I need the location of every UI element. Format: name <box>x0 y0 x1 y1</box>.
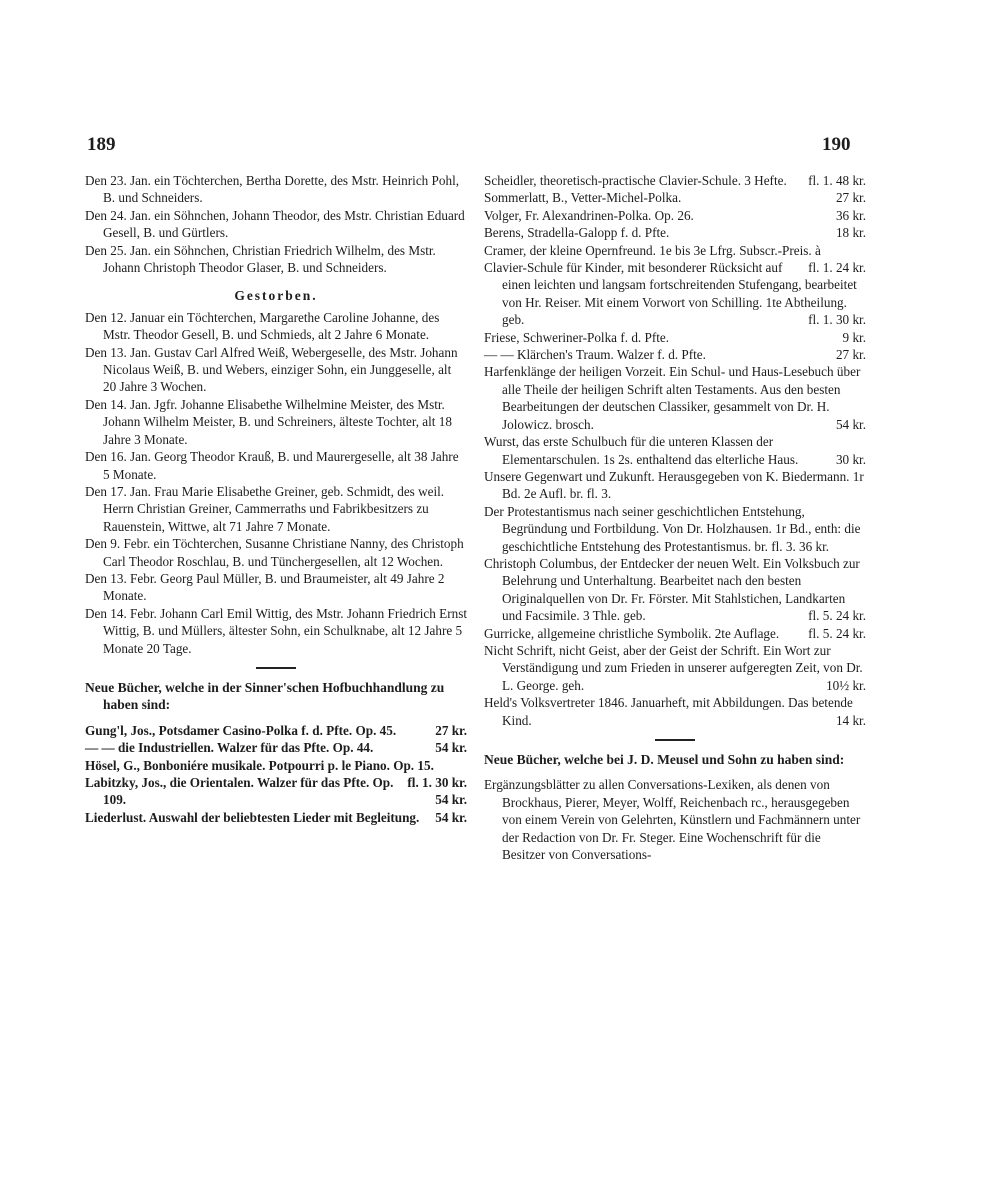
section-divider <box>256 667 296 669</box>
page-number-left: 189 <box>87 134 116 155</box>
book-price: 27 kr. <box>435 722 467 738</box>
death-entry: Den 16. Jan. Georg Theodor Krauß, B. und Maurergeselle, alt 38 Jahre 5 Monate. <box>85 449 459 482</box>
book-price: fl. 1. 24 kr. <box>808 260 866 276</box>
right-column <box>484 172 866 863</box>
book-price: 30 kr. <box>835 451 866 467</box>
book-price: fl. 1. 48 kr. <box>808 173 866 188</box>
book-title: — — Klärchen's Traum. Walzer f. d. Pfte. <box>484 347 706 363</box>
book-title: Berens, Stradella-Galopp f. d. Pfte. <box>484 225 670 241</box>
section-divider <box>655 739 695 741</box>
death-entry: Den 14. Febr. Johann Carl Emil Wittig, des Mstr. Johann Friedrich Ernst Wittig, B. und Müllers, ältester Sohn, ein Schulknabe, alt 12 Jahre 5 Monate 20 Tage. <box>85 605 467 656</box>
book-entry <box>484 189 866 206</box>
book-entry <box>484 172 866 189</box>
death-entry: Den 14. Jan. Jgfr. Johanne Elisabethe Wilhelmine Meister, des Mstr. Johann Wilhelm Meister, B. und Schreiners, älteste Tochter, alt 18 Jahre 3 Monate. <box>85 396 452 447</box>
birth-entry: Den 23. Jan. ein Töchterchen, Bertha Dorette, des Mstr. Heinrich Pohl, B. und Schneiders. <box>85 173 460 206</box>
book-price: 27 kr. <box>835 347 866 363</box>
book-entry <box>484 224 866 241</box>
book-title: Harfenklänge der heiligen Vorzeit. Ein Schul- und Haus-Lesebuch über alle Theile der heiligen Schrift alten Testaments. Aus den besten Bearbeitungen der deutschen Classiker, gesammelt von Dr. H. Jolowicz. brosch. <box>484 364 861 432</box>
book-title: Volger, Fr. Alexandrinen-Polka. Op. 26. <box>484 207 694 223</box>
book-entry <box>85 757 467 790</box>
deaths-list <box>85 309 467 657</box>
book-entry <box>484 433 866 468</box>
book-title: Sommerlatt, B., Vetter-Michel-Polka. <box>484 190 682 206</box>
book-title: Gung'l, Jos., Potsdamer Casino-Polka f. d. Pfte. Op. 45. <box>85 722 397 738</box>
book-title: Hösel, G., Bonboniére musikale. Potpourri p. le Piano. Op. 15. <box>85 757 434 773</box>
birth-entry: Den 25. Jan. ein Söhnchen, Christian Friedrich Wilhelm, des Mstr. Johann Christoph Theodor Glaser, B. und Schneiders. <box>85 242 436 276</box>
book-price: 14 kr. <box>835 712 866 728</box>
book-entry <box>484 468 866 503</box>
book-entry <box>484 207 866 224</box>
book-entry <box>85 809 467 826</box>
book-entry <box>484 503 866 555</box>
book-title: Held's Volksvertreter 1846. Januarheft, mit Abbildungen. Das betende Kind. <box>484 695 853 728</box>
book-price: 27 kr. <box>835 190 866 206</box>
book-title: Liederlust. Auswahl der beliebtesten Lieder mit Begleitung. <box>85 809 420 825</box>
book-price: 18 kr. <box>835 225 866 241</box>
book-entry <box>484 642 866 694</box>
bookshop-heading: Neue Bücher, welche in der Sinner'schen Hofbuchhandlung zu haben sind: <box>85 679 445 713</box>
book-title: Ergänzungsblätter zu allen Conversations-Lexiken, als denen von Brockhaus, Pierer, Meyer, Wolff, Reichenbach rc., herausgegeben von einem Verein von Gelehrten, Künstlern und Fachmännern unter der Redaction von Dr. Fr. Steger. Eine Wochenschrift für die Besitzer von Conversations- <box>484 777 861 863</box>
page-number-right: 190 <box>822 134 851 155</box>
death-entry: Den 9. Febr. ein Töchterchen, Susanne Christiane Nanny, des Christoph Carl Theodor Roschlau, B. und Tünchergesellen, alt 12 Wochen. <box>85 536 464 569</box>
book-list <box>85 722 467 826</box>
book-title: Wurst, das erste Schulbuch für die unteren Klassen der Elementarschulen. 1s 2s. enthaltend das elterliche Haus. <box>484 434 799 467</box>
book-price: 54 kr. <box>435 809 467 825</box>
book-title: Scheidler, theoretisch-practische Clavier-Schule. 3 Hefte. <box>484 173 787 188</box>
book-entry <box>484 625 866 642</box>
shop-book-list <box>484 776 866 863</box>
births-list <box>85 172 467 276</box>
book-entry <box>484 555 866 625</box>
book-price: fl. 5. 24 kr. <box>808 608 866 624</box>
book-title: Gurricke, allgemeine christliche Symbolik. 2te Auflage. <box>484 625 780 641</box>
book-entry <box>484 363 866 433</box>
book-title: Christoph Columbus, der Entdecker der neuen Welt. Ein Volksbuch zur Belehrung und Unterhaltung. Bearbeitet nach den besten Originalquellen von Dr. Fr. Förster. Mit Stahlstichen, Landkarten und Facsimile. 3 Thle. geb. <box>484 555 860 624</box>
book-price: 54 kr. <box>435 792 467 808</box>
book-entry <box>484 776 866 863</box>
bookshop-heading: Neue Bücher, welche bei J. D. Meusel und Sohn zu haben sind: <box>484 752 845 767</box>
book-entry <box>85 722 467 739</box>
death-entry: Den 13. Febr. Georg Paul Müller, B. und Braumeister, alt 49 Jahre 2 Monate. <box>85 570 445 604</box>
book-price: 36 kr. <box>835 207 866 223</box>
book-price: 10½ kr. <box>826 677 866 693</box>
book-title: Clavier-Schule für Kinder, mit besonderer Rücksicht auf einen leichten und langsam fortschreitenden Stufengang, bearbeitet von Hr. Reiser. Mit einem Vorwort von Schilling. 1te Abtheilung. geb. <box>484 260 857 328</box>
book-entry <box>484 694 866 729</box>
book-price: 9 kr. <box>842 329 866 345</box>
book-title: Cramer, der kleine Opernfreund. 1e bis 3e Lfrg. Subscr.-Preis. à <box>484 242 821 258</box>
death-entry: Den 13. Jan. Gustav Carl Alfred Weiß, Webergeselle, des Mstr. Johann Nicolaus Weiß, B. und Webers, einziger Sohn, ein Junggeselle, alt 20 Jahre 3 Wochen. <box>85 344 458 395</box>
book-price: fl. 1. 30 kr. <box>808 312 866 328</box>
book-entry <box>484 242 866 276</box>
death-entry: Den 17. Jan. Frau Marie Elisabethe Greiner, geb. Schmidt, des weil. Herrn Christian Greiner, Cammerraths und Fabrikbesitzers zu Rauenstein, Wittwe, alt 71 Jahre 7 Monate. <box>85 483 445 534</box>
book-title: Nicht Schrift, nicht Geist, aber der Geist der Schrift. Ein Wort zur Verständigung und zum Frieden in unserer aufgeregten Zeit, von Dr. L. George. geh. <box>484 642 863 693</box>
left-column <box>85 172 467 826</box>
book-title: — — die Industriellen. Walzer für das Pfte. Op. 44. <box>85 740 374 756</box>
book-price: fl. 1. 30 kr. <box>407 775 467 790</box>
book-price: 54 kr. <box>835 416 866 432</box>
book-price: 54 kr. <box>435 740 467 756</box>
book-title: Labitzky, Jos., die Orientalen. Walzer für das Pfte. Op. 109. <box>85 775 394 808</box>
book-entry <box>484 329 866 346</box>
book-title: Der Protestantismus nach seiner geschichtlichen Entstehung, Begründung und Fortbildung. Von Dr. Holzhausen. 1r Bd., enth: die geschichtliche Entstehung des Protestantismus. br. fl. 3. 36 kr. <box>484 503 861 554</box>
book-price: fl. 5. 24 kr. <box>808 625 866 641</box>
death-entry: Den 12. Januar ein Töchterchen, Margarethe Caroline Johanne, des Mstr. Theodor Gesell, B. und Schmieds, alt 2 Jahre 6 Monate. <box>85 309 440 343</box>
deaths-heading: Gestorben. <box>234 288 318 304</box>
book-entry <box>85 739 467 756</box>
birth-entry: Den 24. Jan. ein Söhnchen, Johann Theodor, des Mstr. Christian Eduard Gesell, B. und Gürtlers. <box>85 207 465 241</box>
book-list <box>484 172 866 729</box>
book-title: Unsere Gegenwart und Zukunft. Herausgegeben von K. Biedermann. 1r Bd. 2e Aufl. br. fl. 3. <box>484 468 864 502</box>
book-entry <box>484 346 866 363</box>
book-title: Friese, Schweriner-Polka f. d. Pfte. <box>484 329 670 345</box>
